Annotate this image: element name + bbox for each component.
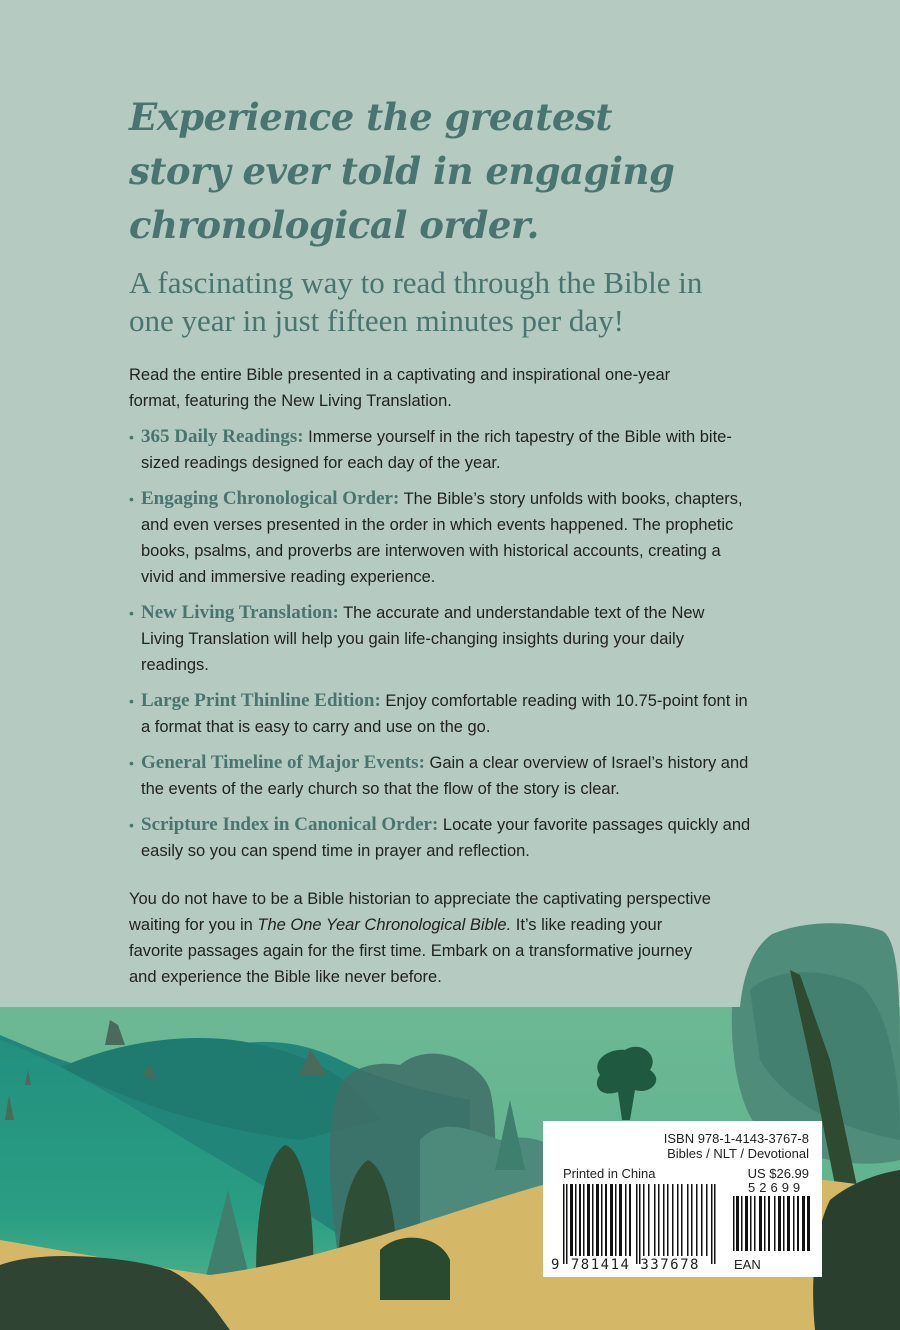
feature-item xyxy=(129,812,751,864)
barcode-digits: 9 781414 337678 xyxy=(551,1257,700,1273)
isbn: ISBN 978-1-4143-3767-8 xyxy=(663,1131,809,1146)
feature-text: The Bible’s story unfolds with books, chapters, and even verses presented in the order in which events happened. The prophetic books, psalms, and proverbs are interwoven with historical accounts, creating a vivid and immersive reading experience. xyxy=(141,490,743,586)
intro-paragraph: Read the entire Bible presented in a captivating and inspirational one-year format, featuring the New Living Translation. xyxy=(129,366,671,410)
bullet-icon: • xyxy=(129,429,134,445)
subheadline: A fascinating way to read through the Bible in one year in just fifteen minutes per day! xyxy=(129,265,703,338)
bullet-icon: • xyxy=(129,755,134,771)
feature-list xyxy=(129,424,829,864)
feature-label: Large Print Thinline Edition: xyxy=(141,690,381,711)
feature-text: Locate your favorite passages quickly and easily so you can spend time in prayer and reflection. xyxy=(141,816,751,860)
bullet-icon: • xyxy=(129,605,134,621)
feature-label: Scripture Index in Canonical Order: xyxy=(141,814,439,835)
feature-item xyxy=(129,750,751,802)
closing-text-end: It’s like reading your favorite passages again for the first time. Embark on a transformative journey and experience the Bible like never before. xyxy=(129,916,693,986)
feature-text: Immerse yourself in the rich tapestry of the Bible with bite-sized readings designed for each day of the year. xyxy=(141,428,732,472)
feature-label: 365 Daily Readings: xyxy=(141,426,304,447)
feature-item xyxy=(129,600,751,678)
feature-label: New Living Translation: xyxy=(141,602,339,623)
cover-text xyxy=(129,90,829,990)
ean-label: EAN xyxy=(734,1257,761,1272)
bullet-icon: • xyxy=(129,817,134,833)
category: Bibles / NLT / Devotional xyxy=(667,1146,809,1161)
price-code: 52699 xyxy=(748,1180,805,1195)
feature-item xyxy=(129,688,751,740)
feature-text: The accurate and understandable text of the New Living Translation will help you gain life-changing insights during your daily readings. xyxy=(141,604,705,674)
bullet-icon: • xyxy=(129,491,134,507)
book-title: The One Year Chronological Bible. xyxy=(257,916,512,934)
feature-label: General Timeline of Major Events: xyxy=(141,752,425,773)
barcode-label xyxy=(543,1121,822,1277)
ean-barcode-icon xyxy=(563,1184,718,1264)
feature-text: Enjoy comfortable reading with 10.75-point font in a format that is easy to carry and use on the go. xyxy=(141,692,748,736)
feature-label: Engaging Chronological Order: xyxy=(141,488,400,509)
feature-item xyxy=(129,486,751,590)
closing-text-start: You do not have to be a Bible historian to appreciate the captivating perspective waiting for you in xyxy=(129,890,711,934)
printed-in: Printed in China xyxy=(563,1166,656,1181)
price: US $26.99 xyxy=(747,1166,809,1181)
feature-item xyxy=(129,424,751,476)
bullet-icon: • xyxy=(129,693,134,709)
feature-text: Gain a clear overview of Israel’s history and the events of the early church so that the flow of the story is clear. xyxy=(141,754,749,798)
closing-paragraph xyxy=(129,886,719,990)
price-barcode-icon xyxy=(733,1196,810,1251)
headline: Experience the greatest story ever told in engaging chronological order. xyxy=(129,95,675,247)
